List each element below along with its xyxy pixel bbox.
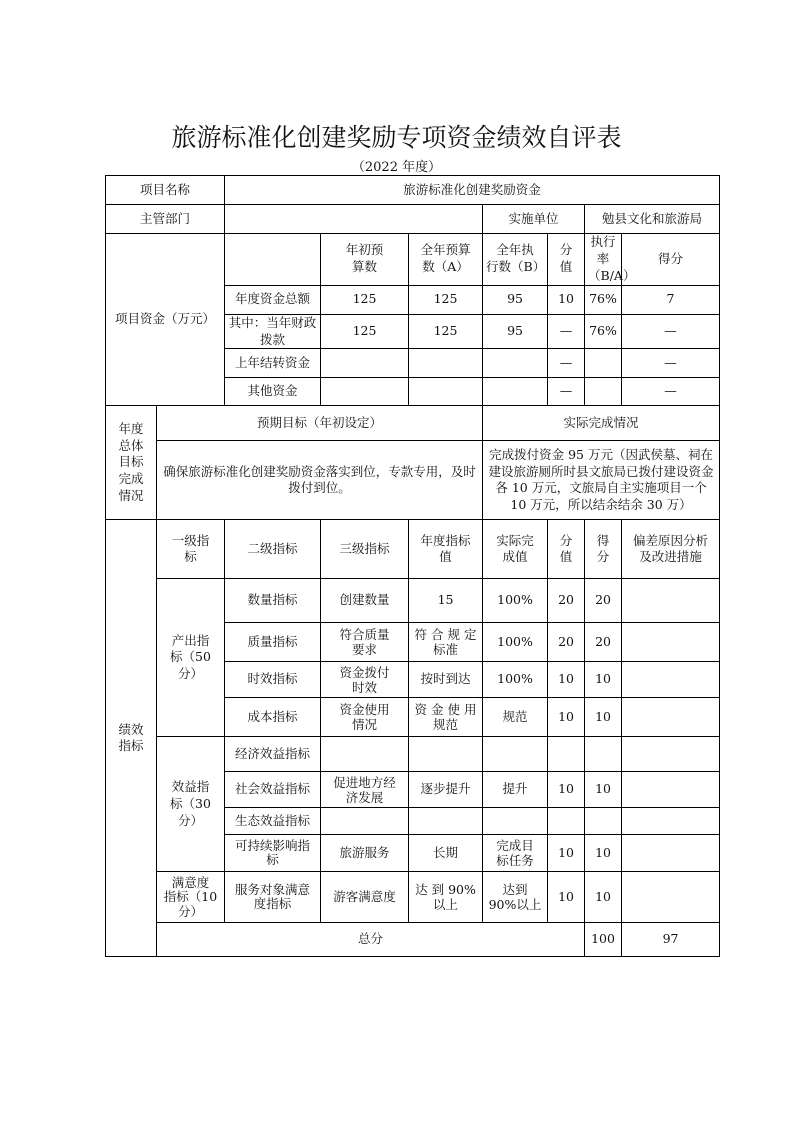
perf-score-value: 10 — [548, 772, 585, 808]
perf-target: 符 合 规 定 标准 — [409, 623, 483, 662]
funds-header: 年初预 算数 — [321, 234, 409, 286]
perf-target — [409, 808, 483, 835]
perf-score: 10 — [585, 872, 622, 923]
impl-label: 实施单位 — [483, 205, 585, 234]
impl-value: 勉县文化和旅游局 — [585, 205, 720, 234]
perf-header: 年度指标 值 — [409, 520, 483, 579]
perf-l3: 游客满意度 — [321, 872, 409, 923]
perf-l2: 社会效益指标 — [225, 772, 321, 808]
funds-cell: 76% — [585, 285, 622, 314]
funds-header: 分 值 — [548, 234, 585, 286]
funds-cell: — — [622, 314, 720, 349]
perf-score: 10 — [585, 698, 622, 737]
funds-cell: 125 — [321, 314, 409, 349]
perf-target: 资 金 使 用 规范 — [409, 698, 483, 737]
perf-note — [622, 872, 720, 923]
actual-header: 实际完成情况 — [483, 406, 720, 441]
perf-l3: 创建数量 — [321, 579, 409, 623]
funds-cell: 95 — [483, 285, 548, 314]
funds-row-label: 上年结转资金 — [225, 349, 321, 378]
perf-target: 15 — [409, 579, 483, 623]
funds-cell: 95 — [483, 314, 548, 349]
perf-note — [622, 737, 720, 772]
project-name-label: 项目名称 — [106, 176, 225, 205]
perf-note — [622, 698, 720, 737]
perf-l2: 数量指标 — [225, 579, 321, 623]
perf-l2: 经济效益指标 — [225, 737, 321, 772]
perf-score-value: 10 — [548, 835, 585, 872]
funds-cell: 76% — [585, 314, 622, 349]
funds-cell: 10 — [548, 285, 585, 314]
funds-cell: — — [622, 349, 720, 378]
funds-cell: — — [548, 314, 585, 349]
page-subtitle: （2022 年度） — [351, 160, 442, 175]
perf-l3: 资金拨付 时效 — [321, 662, 409, 698]
perf-target: 长期 — [409, 835, 483, 872]
perf-header: 实际完 成值 — [483, 520, 548, 579]
perf-score-value: 10 — [548, 698, 585, 737]
perf-note — [622, 772, 720, 808]
perf-l2: 生态效益指标 — [225, 808, 321, 835]
funds-cell: 125 — [409, 314, 483, 349]
actual-text: 完成拨付资金 95 万元（因武侯墓、祠在建设旅游厕所时县文旅局已拨付建设资金各 10 万元，文旅局自主实施项目一个 10 万元，所以结余结余 30 万） — [483, 441, 720, 520]
total-score-value: 100 — [585, 923, 622, 957]
funds-cell — [321, 378, 409, 406]
total-score: 97 — [622, 923, 720, 957]
perf-l2: 时效指标 — [225, 662, 321, 698]
funds-header: 执行率 （B/A） — [585, 234, 622, 286]
perf-score-value: 20 — [548, 579, 585, 623]
funds-cell — [409, 349, 483, 378]
dept-label: 主管部门 — [106, 205, 225, 234]
perf-l2: 成本指标 — [225, 698, 321, 737]
performance-section-label: 绩效 指标 — [106, 520, 157, 957]
perf-score — [585, 808, 622, 835]
output-group-label: 产出指 标（50 分） — [157, 579, 225, 737]
perf-target: 逐步提升 — [409, 772, 483, 808]
perf-score — [585, 737, 622, 772]
expected-text: 确保旅游标准化创建奖励资金落实到位，专款专用，及时拨付到位。 — [157, 441, 483, 520]
perf-header: 得 分 — [585, 520, 622, 579]
perf-l2: 质量指标 — [225, 623, 321, 662]
funds-cell — [409, 378, 483, 406]
perf-l3: 资金使用 情况 — [321, 698, 409, 737]
funds-cell: — — [548, 378, 585, 406]
perf-l3 — [321, 737, 409, 772]
perf-target — [409, 737, 483, 772]
dept-value — [225, 205, 483, 234]
perf-score-value — [548, 808, 585, 835]
total-label: 总分 — [157, 923, 585, 957]
funds-row-label: 年度资金总额 — [225, 285, 321, 314]
perf-actual: 100% — [483, 623, 548, 662]
perf-score: 10 — [585, 662, 622, 698]
perf-actual: 规范 — [483, 698, 548, 737]
funds-cell: 125 — [321, 285, 409, 314]
funds-cell: — — [622, 378, 720, 406]
perf-target: 达 到 90% 以上 — [409, 872, 483, 923]
satisfaction-group-label: 满意度 指标（10 分） — [157, 872, 225, 923]
evaluation-table — [105, 175, 720, 957]
perf-score-value — [548, 737, 585, 772]
perf-actual — [483, 808, 548, 835]
perf-note — [622, 808, 720, 835]
goals-section-label: 年度 总体 目标 完成 情况 — [106, 406, 157, 520]
funds-cell: — — [548, 349, 585, 378]
perf-l3: 促进地方经 济发展 — [321, 772, 409, 808]
perf-actual: 100% — [483, 579, 548, 623]
funds-header: 全年预算 数（A） — [409, 234, 483, 286]
perf-l2: 服务对象满意 度指标 — [225, 872, 321, 923]
funds-cell — [585, 378, 622, 406]
perf-header: 分 值 — [548, 520, 585, 579]
funds-header-blank — [225, 234, 321, 286]
funds-cell: 125 — [409, 285, 483, 314]
perf-score-value: 10 — [548, 872, 585, 923]
perf-note — [622, 662, 720, 698]
perf-score: 20 — [585, 579, 622, 623]
expected-header: 预期目标（年初设定） — [157, 406, 483, 441]
perf-header: 偏差原因分析 及改进措施 — [622, 520, 720, 579]
perf-actual: 完成目 标任务 — [483, 835, 548, 872]
funds-section-label: 项目资金（万元） — [106, 234, 225, 406]
perf-note — [622, 623, 720, 662]
perf-header: 三级指标 — [321, 520, 409, 579]
perf-actual: 100% — [483, 662, 548, 698]
funds-cell — [483, 378, 548, 406]
perf-header: 一级指 标 — [157, 520, 225, 579]
benefit-group-label: 效益指 标（30 分） — [157, 737, 225, 872]
funds-cell — [483, 349, 548, 378]
perf-actual: 提升 — [483, 772, 548, 808]
perf-l3: 符合质量 要求 — [321, 623, 409, 662]
perf-note — [622, 579, 720, 623]
funds-cell: 7 — [622, 285, 720, 314]
perf-l3 — [321, 808, 409, 835]
funds-cell — [585, 349, 622, 378]
perf-note — [622, 835, 720, 872]
funds-row-label: 其他资金 — [225, 378, 321, 406]
project-name-value: 旅游标准化创建奖励资金 — [225, 176, 720, 205]
funds-header: 得分 — [622, 234, 720, 286]
funds-cell — [321, 349, 409, 378]
perf-score: 10 — [585, 772, 622, 808]
page-title: 旅游标准化创建奖励专项资金绩效自评表 — [171, 123, 622, 152]
perf-actual — [483, 737, 548, 772]
perf-l2: 可持续影响指 标 — [225, 835, 321, 872]
funds-header: 全年执 行数（B） — [483, 234, 548, 286]
perf-score-value: 20 — [548, 623, 585, 662]
funds-row-label: 其中：当年财政拨款 — [225, 314, 321, 349]
perf-target: 按时到达 — [409, 662, 483, 698]
perf-header: 二级指标 — [225, 520, 321, 579]
perf-score: 10 — [585, 835, 622, 872]
perf-l3: 旅游服务 — [321, 835, 409, 872]
perf-score: 20 — [585, 623, 622, 662]
perf-score-value: 10 — [548, 662, 585, 698]
perf-actual: 达到 90%以上 — [483, 872, 548, 923]
